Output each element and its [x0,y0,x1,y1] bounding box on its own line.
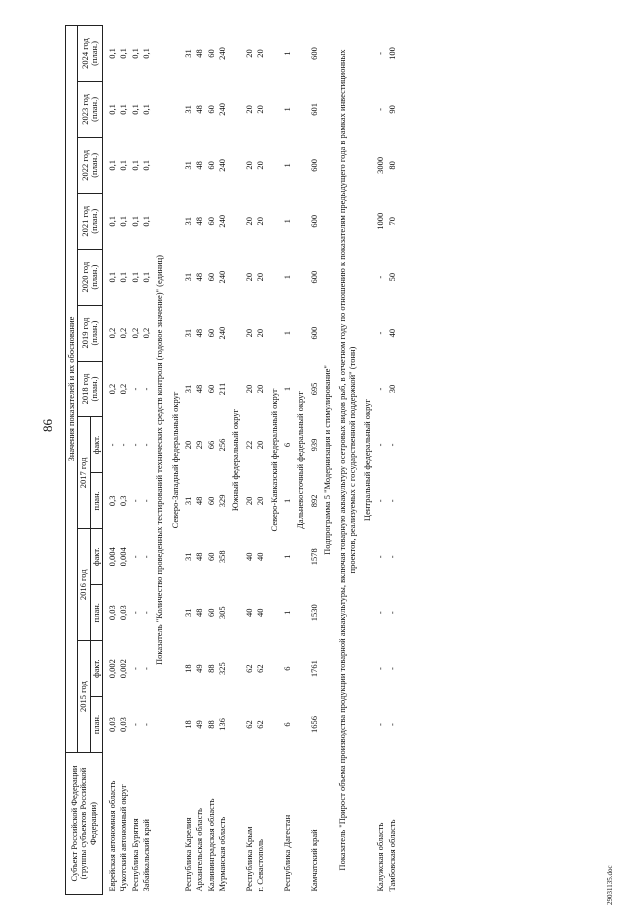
value-cell: 40 [243,552,254,562]
district-heading: Северо-Кавказский федеральный округ [268,388,279,532]
value-cell: 240 [217,47,228,60]
value-cell: 70 [386,217,397,226]
value-cell: - [375,387,386,391]
table-row [141,26,152,895]
value-cell: 0,1 [107,160,118,171]
subject-name: Чукотский автономный округ [118,784,129,892]
value-cell: 48 [194,217,205,226]
value-cell: 0,1 [129,104,140,115]
value-cell: - [129,499,140,503]
value-cell: - [141,387,152,391]
value-cell: - [141,611,152,615]
value-cell: 601 [308,103,319,116]
value-cell: 0,3 [118,495,129,507]
value-cell: 0,1 [107,104,118,115]
value-cell: 1656 [308,716,319,734]
value-cell: 0,1 [129,48,140,59]
subject-name: Калужская область [375,822,386,892]
value-cell: 1 [281,330,292,336]
value-cell: 256 [217,438,228,452]
header-plan: план. [90,585,102,641]
value-cell: - [118,443,129,447]
value-cell: - [386,555,397,559]
value-cell: - [375,52,386,55]
value-cell: 1578 [308,548,319,566]
value-cell: 0,1 [118,160,129,171]
value-cell: 62 [255,664,266,673]
value-cell: 1 [281,51,292,56]
value-cell: 22 [243,440,254,450]
value-cell: 20 [243,384,254,394]
header-2016: 2016 год [78,529,90,641]
header-2023: 2023 год (план.) [78,81,103,137]
value-cell: 60 [205,105,216,114]
value-cell: 40 [255,608,266,617]
value-cell: 40 [255,552,266,562]
value-cell: - [386,723,397,726]
value-cell: 48 [194,496,205,506]
value-cell: 48 [194,552,205,562]
district-heading: Дальневосточный федеральный округ [295,391,306,529]
value-cell: 0,03 [118,717,129,732]
subject-name: г. Севастополь [255,839,266,892]
value-cell: 18 [183,664,194,673]
value-cell: 6 [281,666,292,671]
table-row [130,26,141,895]
value-cell: 939 [308,438,319,452]
value-cell: 31 [183,272,194,282]
value-cell: 0,1 [141,271,152,283]
value-cell: 0,002 [107,659,118,679]
value-cell: 240 [217,270,228,284]
value-cell: - [129,387,140,391]
value-cell: - [129,667,140,671]
value-cell: 29 [194,440,205,450]
indicator-title: Показатель "Количество проведенных тестирований технических средств контроля (годовое значение)" (единиц) [154,255,165,665]
value-cell: 1 [281,386,292,392]
value-cell: 66 [205,440,216,450]
value-cell: 0,03 [107,605,118,621]
value-cell: - [141,555,152,559]
value-cell: 30 [386,384,397,394]
value-cell: 0,1 [129,160,140,171]
value-cell: 0,1 [141,48,152,59]
header-2018: 2018 год (план.) [78,361,103,417]
subject-name: Мурманская область [217,816,228,892]
value-cell: 20 [255,496,266,506]
subject-name: Республика Бурятия [129,818,140,892]
value-cell: 31 [183,217,194,226]
value-cell: 329 [217,494,228,508]
table-row [375,26,386,895]
table-row [118,26,129,895]
value-cell: 0,2 [141,327,152,339]
value-cell: 20 [243,328,254,338]
document-file-id: 29031135.doc [606,865,614,905]
document-table-rotated [65,25,585,895]
value-cell: 0,1 [141,215,152,227]
value-cell: 60 [205,161,216,170]
value-cell: - [375,331,386,335]
value-cell: - [141,667,152,671]
header-subject: Субъект Российской Федерации (группы субъектов Российской Федерации) [66,753,103,895]
value-cell: - [375,443,386,447]
value-cell: 1 [281,163,292,168]
value-cell: - [386,443,397,447]
value-cell: 48 [194,384,205,394]
value-cell: 20 [255,161,266,170]
indicators-table [65,25,398,895]
subject-name: Еврейская автономная область [107,780,118,892]
value-cell: 20 [255,440,266,450]
value-cell: 240 [217,103,228,116]
header-plan: план. [90,473,102,529]
value-cell: 1 [281,275,292,280]
value-cell: 31 [183,105,194,114]
value-cell: 60 [205,384,216,394]
subprogram-heading: Подпрограмма 5 "Модернизация и стимулирование" [321,365,332,555]
value-cell: - [375,723,386,726]
value-cell: 31 [183,49,194,58]
header-2019: 2019 год (план.) [78,305,103,361]
value-cell: - [375,667,386,671]
value-cell: 18 [183,720,194,729]
value-cell: 0,004 [118,547,129,567]
indicator-title: Показатель "Прирост объема производства продукции товарной аквакультуры, включая товарную аквакультуру осетровых видов рыб, в отчетном году по отношению к показателям предыдущего года в рамках инвестиционных проектов, реализуемых с государственной поддержкой" (тонн) [337,49,357,871]
header-2021: 2021 год (план.) [78,193,103,249]
value-cell: - [375,555,386,559]
district-heading: Центральный федеральный округ [361,398,372,522]
value-cell: 31 [183,161,194,170]
header-2017: 2017 год [78,417,90,529]
value-cell: 240 [217,214,228,228]
subject-name: Архангельская область [194,808,205,892]
header-2022: 2022 год (план.) [78,137,103,193]
value-cell: 60 [205,496,216,506]
page-number: 86 [40,419,55,432]
table-row [282,26,293,895]
header-fact: факт. [90,417,102,473]
value-cell: 0,2 [118,383,129,395]
value-cell: 31 [183,328,194,338]
value-cell: 0,3 [107,495,118,507]
value-cell: 48 [194,272,205,282]
value-cell: 0,1 [141,160,152,171]
value-cell: 48 [194,105,205,114]
value-cell: 31 [183,384,194,394]
district-heading: Южный федеральный округ [230,408,241,512]
value-cell: 48 [194,328,205,338]
value-cell: 60 [205,49,216,58]
value-cell: 1530 [308,604,319,622]
value-cell: 0,03 [118,605,129,621]
header-2020: 2020 год (план.) [78,249,103,305]
value-cell: 358 [217,550,228,564]
value-cell: 31 [183,496,194,506]
value-cell: 0,1 [141,104,152,115]
subject-name: Тамбовская область [386,819,397,892]
value-cell: 50 [386,272,397,282]
value-cell: 31 [183,552,194,562]
value-cell: 20 [243,105,254,114]
value-cell: 0,1 [107,215,118,227]
value-cell: 0,2 [129,327,140,339]
value-cell: 600 [308,270,319,284]
value-cell: 60 [205,608,216,617]
value-cell: 90 [386,105,397,114]
value-cell: - [129,611,140,615]
value-cell: - [375,499,386,503]
subject-name: Республика Дагестан [281,814,292,892]
value-cell: - [386,499,397,503]
value-cell: 0,2 [118,327,129,339]
value-cell: 20 [183,440,194,450]
value-cell: 6 [281,442,292,448]
value-cell: 0,004 [107,547,118,567]
value-cell: 20 [255,272,266,282]
value-cell: 0,2 [107,383,118,395]
value-cell: - [129,443,140,447]
value-cell: 0,2 [107,327,118,339]
value-cell: 60 [205,552,216,562]
value-cell: 6 [281,722,292,727]
header-plan: план. [90,697,102,753]
value-cell: 20 [243,496,254,506]
value-cell: 0,03 [107,717,118,732]
subject-name: Забайкальский край [141,819,152,892]
value-cell: 211 [217,382,228,396]
value-cell: 325 [217,662,228,675]
value-cell: 600 [308,158,319,172]
table-row [255,26,266,895]
value-cell: - [141,499,152,503]
district-heading: Северо-Западный федеральный округ [169,391,180,529]
value-cell: 0,002 [118,659,129,679]
value-cell: 62 [243,664,254,673]
value-cell: 40 [386,328,397,338]
value-cell: 0,1 [118,48,129,59]
value-cell: 3000 [375,156,386,174]
subject-name: Республика Карелия [183,817,194,892]
value-cell: 20 [255,384,266,394]
table-row [183,26,194,895]
value-cell: - [375,611,386,615]
table-row [309,26,320,895]
value-cell: 62 [255,720,266,729]
value-cell: 20 [255,49,266,58]
subject-name: Калининградская область [205,798,216,892]
value-cell: - [386,667,397,671]
value-cell: 600 [308,214,319,228]
value-cell: 100 [386,47,397,60]
value-cell: - [141,723,152,726]
value-cell: 31 [183,608,194,617]
value-cell: 0,1 [129,215,140,227]
value-cell: 0,1 [107,48,118,59]
value-cell: 240 [217,326,228,340]
value-cell: 20 [243,217,254,226]
value-cell: - [375,107,386,111]
value-cell: - [375,275,386,279]
value-cell: 1 [281,498,292,503]
value-cell: 240 [217,158,228,172]
value-cell: - [129,723,140,726]
value-cell: 20 [243,161,254,170]
value-cell: 88 [205,720,216,729]
header-2024: 2024 год (план.) [78,26,103,82]
value-cell: 60 [205,217,216,226]
value-cell: 0,1 [118,215,129,227]
value-cell: 20 [243,272,254,282]
value-cell: 1000 [375,212,386,230]
value-cell: 49 [194,664,205,673]
table-row [206,26,217,895]
value-cell: - [386,611,397,615]
value-cell: 1761 [308,660,319,678]
value-cell: - [107,443,118,447]
value-cell: 60 [205,328,216,338]
value-cell: 1 [281,219,292,224]
header-values-caption: Значения показателей и их обоснование [66,26,78,753]
value-cell: 48 [194,161,205,170]
value-cell: 695 [308,382,319,396]
value-cell: 88 [205,664,216,673]
header-fact: факт. [90,529,102,585]
value-cell: 892 [308,494,319,508]
table-row [107,26,118,895]
value-cell: 0,1 [129,271,140,283]
table-row [387,26,398,895]
value-cell: 1 [281,610,292,615]
value-cell: 62 [243,720,254,729]
value-cell: 20 [255,328,266,338]
value-cell: 0,1 [118,104,129,115]
value-cell: 20 [255,217,266,226]
value-cell: - [129,555,140,559]
value-cell: 1 [281,554,292,559]
value-cell: 305 [217,606,228,620]
value-cell: 48 [194,608,205,617]
value-cell: 20 [243,49,254,58]
value-cell: 80 [386,161,397,170]
value-cell: - [141,443,152,447]
header-fact: факт. [90,641,102,697]
value-cell: 0,1 [107,271,118,283]
table-row [194,26,205,895]
value-cell: 1 [281,107,292,112]
value-cell: 60 [205,272,216,282]
subject-name: Камчатский край [308,829,319,892]
value-cell: 49 [194,720,205,729]
value-cell: 600 [308,47,319,60]
value-cell: 0,1 [118,271,129,283]
value-cell: 48 [194,49,205,58]
value-cell: 136 [217,718,228,731]
value-cell: 600 [308,326,319,340]
value-cell: 20 [255,105,266,114]
value-cell: 40 [243,608,254,617]
header-2015: 2015 год [78,641,90,753]
table-row [244,26,255,895]
subject-name: Республика Крым [243,826,254,892]
table-row [217,26,228,895]
